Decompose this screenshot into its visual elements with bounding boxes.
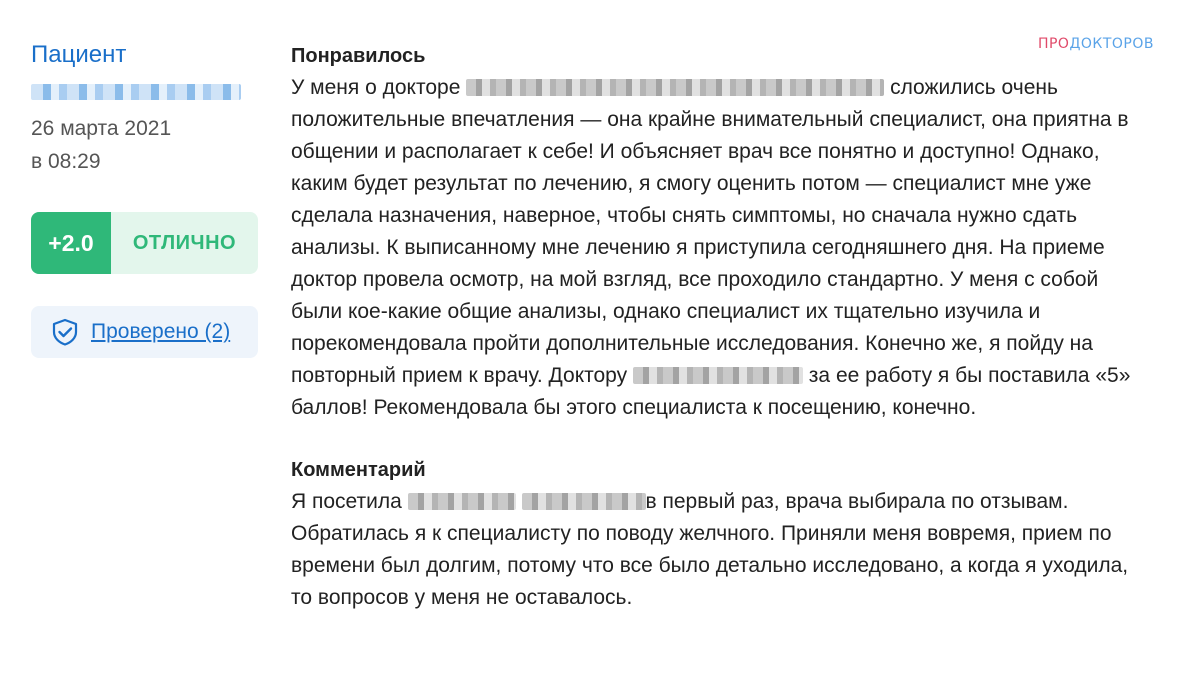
liked-title: Понравилось bbox=[291, 45, 426, 67]
author-role: Пациент bbox=[31, 41, 127, 68]
shield-check-icon bbox=[50, 317, 80, 347]
doctor-name-blurred bbox=[633, 367, 803, 384]
liked-text-part-2: сложились очень положительные впечатления — она крайне внимательный специалист, она приятна в общении и располагает к себе! И объясняет врач все понятно и доступно! Однако, каким будет результат по лечению, я смогу оценить потом — специалист мне уже сделала назначения, наверное, чтобы снять симптомы, но сначала нужно сдать анализы. К выписанному мне лечению я приступила сегодняшнего дня. На приеме доктор провела осмотр, на мой взгляд, все проходило стандартно. У меня с собой были кое-какие общие анализы, однако специалист их тщательно изучила и порекомендовала пройти дополнительные исследования. Конечно же, я пойду на повторный прием к врачу. Доктору bbox=[291, 76, 1129, 387]
liked-text-part-1: У меня о докторе bbox=[291, 76, 461, 99]
review-body bbox=[291, 42, 1151, 614]
comment-text-part-1: Я посетила bbox=[291, 490, 402, 513]
logo-part-1: ПРО bbox=[1037, 36, 1070, 52]
review-date: 26 марта 2021 bbox=[31, 117, 172, 140]
comment-text-part-2: в первый раз, врача выбирала по отзывам. Обратилась я к специалисту по поводу желчного. Приняли меня вовремя, прием по времени был долгим, потому что все было детально исследовано, а когда я уходила, то вопросов у меня не оставалось. bbox=[291, 490, 1129, 609]
doctor-name-blurred bbox=[522, 493, 646, 510]
liked-text bbox=[291, 72, 1151, 424]
review-time: в 08:29 bbox=[31, 150, 101, 173]
comment-title: Комментарий bbox=[291, 459, 426, 481]
verified-link[interactable]: Проверено (2) bbox=[91, 320, 231, 343]
comment-text bbox=[291, 486, 1151, 614]
rating-label: ОТЛИЧНО bbox=[132, 231, 237, 254]
author-name-blurred bbox=[31, 84, 241, 100]
review-author-panel bbox=[31, 38, 261, 358]
rating-score: +2.0 bbox=[31, 212, 111, 274]
review-datetime bbox=[31, 112, 261, 178]
doctor-name-blurred bbox=[408, 493, 516, 510]
rating-badge bbox=[31, 212, 258, 274]
verified-badge[interactable] bbox=[31, 306, 258, 358]
logo-part-2: ДОКТОРОВ bbox=[1069, 36, 1154, 52]
doctor-name-blurred bbox=[466, 79, 884, 96]
liked-text-part-3: за ее работу я бы поставила «5» баллов! Рекомендовала бы этого специалиста к посещению, конечно. bbox=[291, 364, 1131, 419]
